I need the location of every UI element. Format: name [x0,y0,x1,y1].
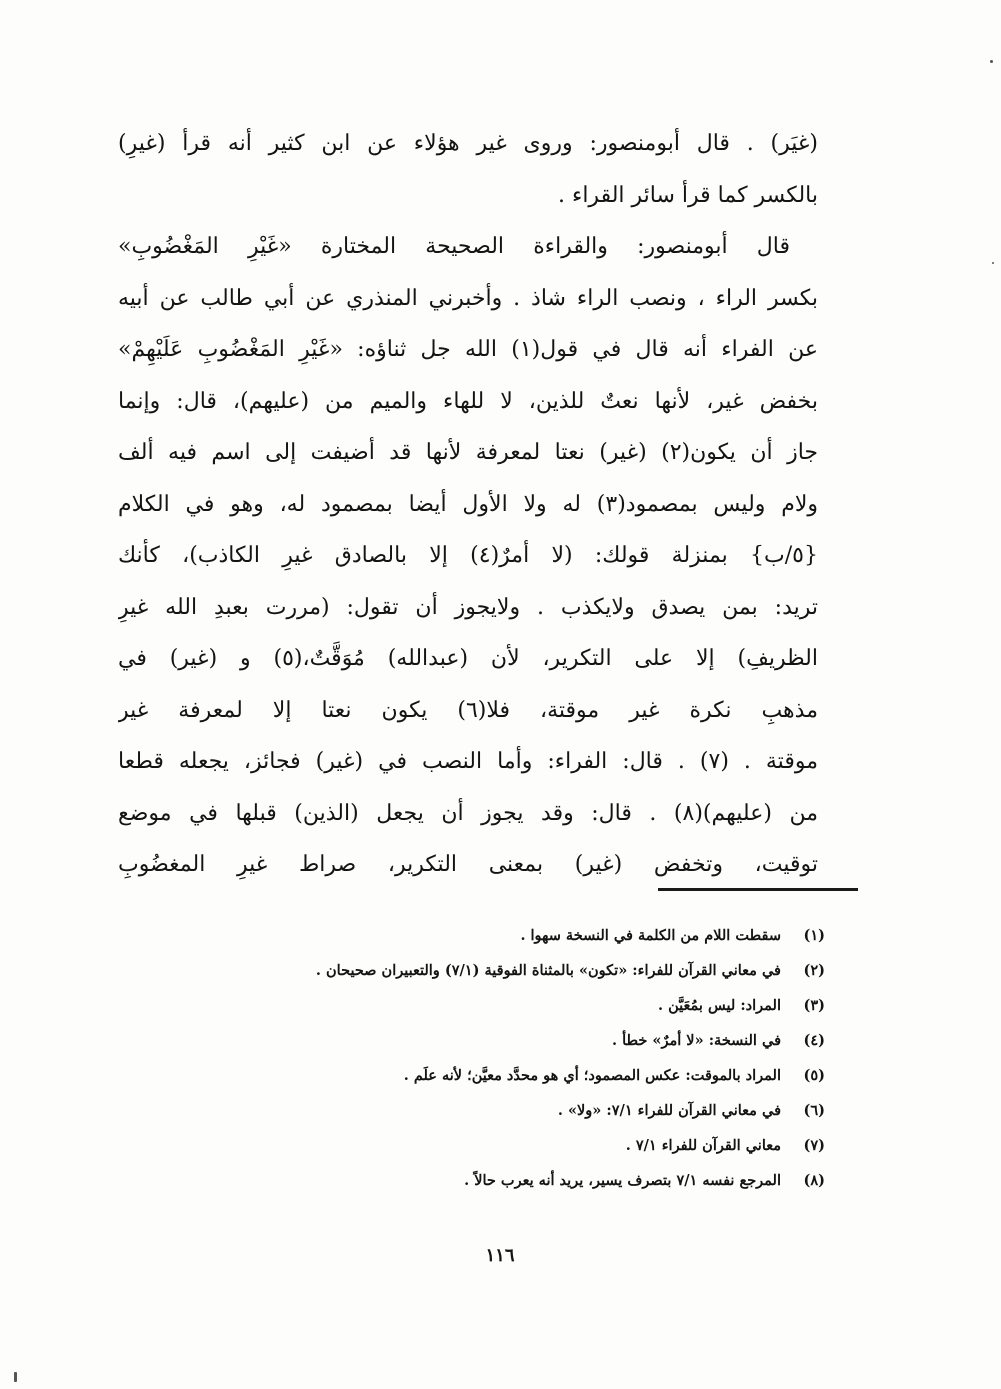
text-line: بكسر الراء ، ونصب الراء شاذ . وأخبرني المنذري عن أبي طالب عن أبيه [118,285,818,311]
text-line: بالكسر كما قرأ سائر القراء . [557,182,818,208]
footnote [200,988,825,1023]
footnote-text: المراد بالموقت: عكس المصمود؛ أي هو محدَّد معيَّن؛ لأنه علَم . [403,1067,781,1084]
text-line: قال أبومنصور: والقراءة الصحيحة المختارة «غَيْرِ المَغْضُوبِ» [118,234,790,259]
footnote-text: معاني القرآن للفراء ٧/١ . [625,1137,781,1154]
text-line: {٥/ب} بمنزلة قولك: (لا أمرٌ(٤) إلا بالصادق غيرِ الكاذب)، كأنك [118,543,818,568]
text-line: توقيت، وتخفض (غير) بمعنى التكرير، صراط غيرِ المغضُوبِ [118,852,818,877]
footnote [200,953,825,988]
footnote-text: المرجع نفسه ٧/١ بتصرف يسير، يريد أنه يعرب حالاً . [464,1172,781,1189]
footnote-text: سقطت اللام من الكلمة في النسخة سهوا . [520,927,781,944]
text-line: من (عليهم)(٨) . قال: وقد يجوز أن يجعل (الذين) قبلها في موضع [118,800,818,826]
footnote-text: المراد: ليس بمُعَيَّن . [658,997,781,1014]
footnote-number: (٤) [803,1032,825,1049]
footnote-separator [658,888,858,891]
footnote-text: في معاني القرآن للفراء ٧/١: «ولا» . [557,1102,781,1119]
footnote-number: (٢) [803,962,825,979]
text-line: مذهبِ نكرة غير موقتة، فلا(٦) يكون نعتا إلا لمعرفة غير [118,697,818,723]
footnote [200,1128,825,1163]
footnotes [200,918,825,1198]
text-line: (غيَر) . قال أبومنصور: وروى غير هؤلاء عن ابن كثير أنه قرأ (غيرِ) [118,131,818,156]
footnote-number: (٥) [803,1067,825,1084]
scan-speck [992,262,994,264]
footnote-text: في النسخة: «لا أمرٌ» خطأ . [611,1032,781,1049]
footnote-text: في معاني القرآن للفراء: «تكون» بالمثناة الفوقية (٧/١) والتعبيران صحيحان . [315,962,781,979]
scan-speck [990,60,993,63]
text-line: موقتة . (٧) . قال: الفراء: وأما النصب في (غير) فجائز، يجعله قطعا [118,749,818,774]
footnote [200,1023,825,1058]
footnote [200,1163,825,1198]
scan-speck [14,1372,17,1382]
footnote-number: (٧) [803,1137,825,1154]
footnote [200,1093,825,1128]
text-line: بخفض غير، لأنها نعتٌ للذين، لا للهاء والميم من (عليهم)، قال: وإنما [118,388,818,414]
footnote [200,918,825,953]
page-number: ١١٦ [485,1245,515,1266]
footnote-number: (٦) [803,1102,825,1119]
footnote [200,1058,825,1093]
main-text [118,118,818,891]
text-line: ولام وليس بمصمود(٣) له ولا الأول أيضا بمصمود له، وهو في الكلام [118,491,818,517]
text-line: عن الفراء أنه قال في قول(١) الله جل ثناؤه: «غَيْرِ المَغْضُوبِ عَلَيْهِمْ» [118,337,818,362]
footnote-number: (١) [803,927,825,944]
footnote-number: (٣) [803,997,825,1014]
text-line: جاز أن يكون(٢) (غير) نعتا لمعرفة لأنها قد أضيفت إلى اسم فيه ألف [118,440,818,465]
footnote-number: (٨) [803,1172,825,1189]
text-line: الظريفِ) إلا على التكرير، لأن (عبدالله) مُوَقَّتٌ،(٥) و (غير) في [118,646,818,671]
text-line: تريد: بمن يصدق ولايكذب . ولايجوز أن تقول: (مررت بعبدِ الله غيرِ [118,594,818,620]
